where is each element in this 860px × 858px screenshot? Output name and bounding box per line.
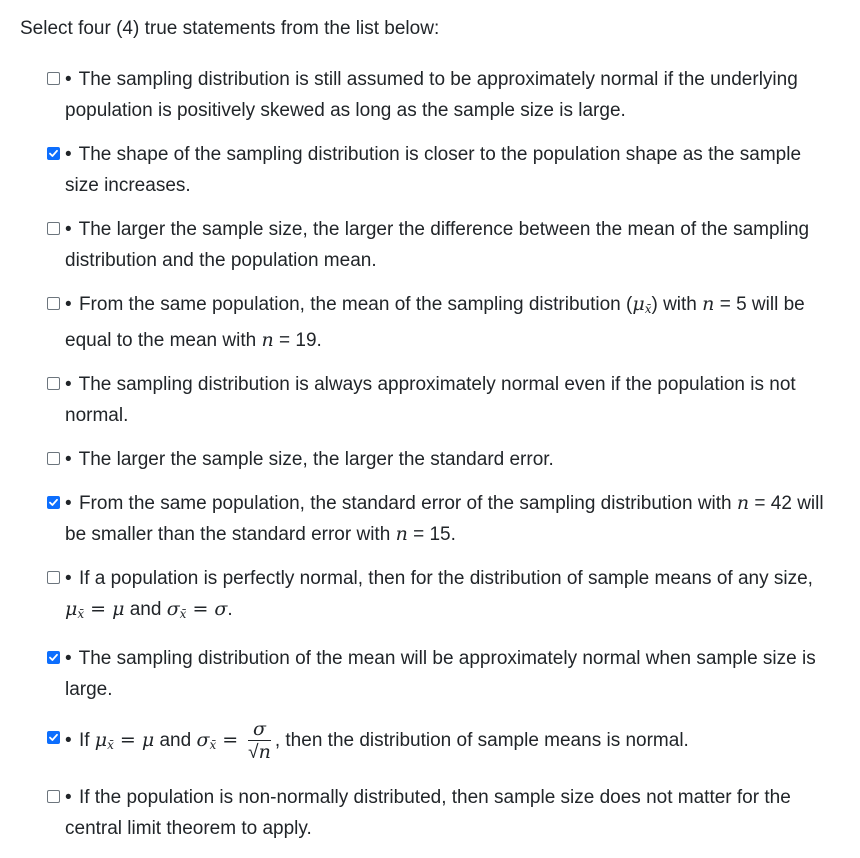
statement-text: The sampling distribution is still assumed to be approximately normal if the underlying population is positively skewed as long as the sample size is large. [65, 69, 798, 121]
statement-3[interactable] [47, 214, 837, 276]
bullet: • [65, 787, 72, 808]
bullet: • [65, 374, 72, 395]
math-xbar-sub: x̄ [179, 607, 187, 621]
statement-text: If the population is non-normally distributed, then sample size does not matter for the central limit theorem to apply. [65, 787, 791, 839]
bullet: • [65, 144, 72, 165]
statement-8[interactable] [47, 563, 837, 630]
statement-text-c: = 15. [407, 524, 456, 545]
math-mu: μ [632, 293, 645, 315]
checkbox-4[interactable] [47, 297, 60, 310]
checkbox-3[interactable] [47, 222, 60, 235]
statement-text-a: From the same population, the standard error of the sampling distribution with [78, 493, 737, 514]
checkmark-icon [48, 652, 59, 663]
statement-text: The larger the sample size, the larger the difference between the mean of the sampling distribution and the population mean. [65, 219, 810, 271]
math-sqrt-n [248, 741, 271, 764]
statement-list [47, 64, 837, 857]
bullet: • [65, 219, 72, 240]
math-mu: μ [141, 729, 155, 752]
math-equals: = [222, 729, 239, 752]
checkbox-10[interactable] [47, 731, 60, 744]
math-sigma: σ [248, 718, 271, 741]
math-sqrt: √ [248, 742, 259, 763]
math-xbar-sub: x̄ [209, 738, 217, 753]
bullet: • [65, 294, 72, 315]
math-n: n [258, 741, 271, 763]
math-xbar-sub: x̄ [77, 607, 85, 621]
bullet: • [65, 568, 72, 589]
checkmark-icon [48, 497, 59, 508]
math-n: n [736, 492, 750, 514]
checkbox-7[interactable] [47, 496, 60, 509]
statement-11[interactable] [47, 782, 837, 844]
statement-text-a: If [78, 730, 95, 752]
checkbox-11[interactable] [47, 790, 60, 803]
math-n: n [261, 329, 274, 351]
checkbox-9[interactable] [47, 651, 60, 664]
statement-text: The larger the sample size, the larger the standard error. [78, 449, 554, 470]
statement-text-b: ) with [651, 294, 703, 315]
math-sigma: σ [196, 729, 210, 752]
checkbox-8[interactable] [47, 571, 60, 584]
statement-1[interactable] [47, 64, 837, 126]
math-sigma: σ [166, 598, 180, 620]
checkmark-icon [48, 148, 59, 159]
math-fraction [248, 718, 271, 764]
bullet: • [65, 648, 72, 669]
math-equals: = [119, 729, 136, 752]
checkbox-6[interactable] [47, 452, 60, 465]
checkmark-icon [48, 732, 59, 743]
statement-text-b: and [124, 599, 167, 620]
bullet: • [65, 69, 72, 90]
math-equals: = [90, 598, 107, 620]
bullet: • [65, 449, 72, 470]
statement-9[interactable] [47, 643, 837, 705]
statement-4[interactable] [47, 289, 837, 356]
math-sigma: σ [214, 598, 228, 620]
checkbox-2[interactable] [47, 147, 60, 160]
statement-text-c: = 5 will be equal to the mean with [65, 294, 805, 351]
statement-7[interactable] [47, 488, 837, 550]
statement-text-a: If a population is perfectly normal, then for the distribution of sample means of any size, [78, 568, 813, 589]
math-equals: = [192, 598, 209, 620]
math-n: n [702, 293, 715, 315]
bullet: • [65, 730, 72, 752]
statement-text-b: = 42 will be smaller than the standard error with [65, 493, 824, 545]
statement-text-d: = 19. [273, 330, 322, 351]
bullet: • [65, 493, 72, 514]
question-prompt: Select four (4) true statements from the list below: [20, 18, 440, 39]
statement-5[interactable] [47, 369, 837, 431]
statement-text: The shape of the sampling distribution is closer to the population shape as the sample size increases. [65, 144, 802, 196]
checkbox-5[interactable] [47, 377, 60, 390]
math-xbar-sub: x̄ [644, 302, 652, 316]
statement-text-b: and [154, 730, 197, 752]
math-mu: μ [112, 598, 125, 620]
checkbox-1[interactable] [47, 72, 60, 85]
math-mu: μ [65, 598, 78, 620]
statement-6[interactable] [47, 444, 837, 475]
statement-text: The sampling distribution is always approximately normal even if the population is not normal. [65, 374, 796, 426]
math-xbar-sub: x̄ [107, 738, 114, 753]
statement-text: The sampling distribution of the mean will be approximately normal when sample size is large. [65, 648, 816, 700]
statement-text-c: . [227, 599, 233, 620]
math-n: n [395, 523, 408, 545]
statement-text-c: , then the distribution of sample means is normal. [274, 730, 689, 752]
statement-text-a: From the same population, the mean of the sampling distribution ( [78, 294, 633, 315]
statement-2[interactable] [47, 139, 837, 201]
statement-10[interactable] [47, 718, 837, 764]
math-mu: μ [94, 729, 108, 752]
